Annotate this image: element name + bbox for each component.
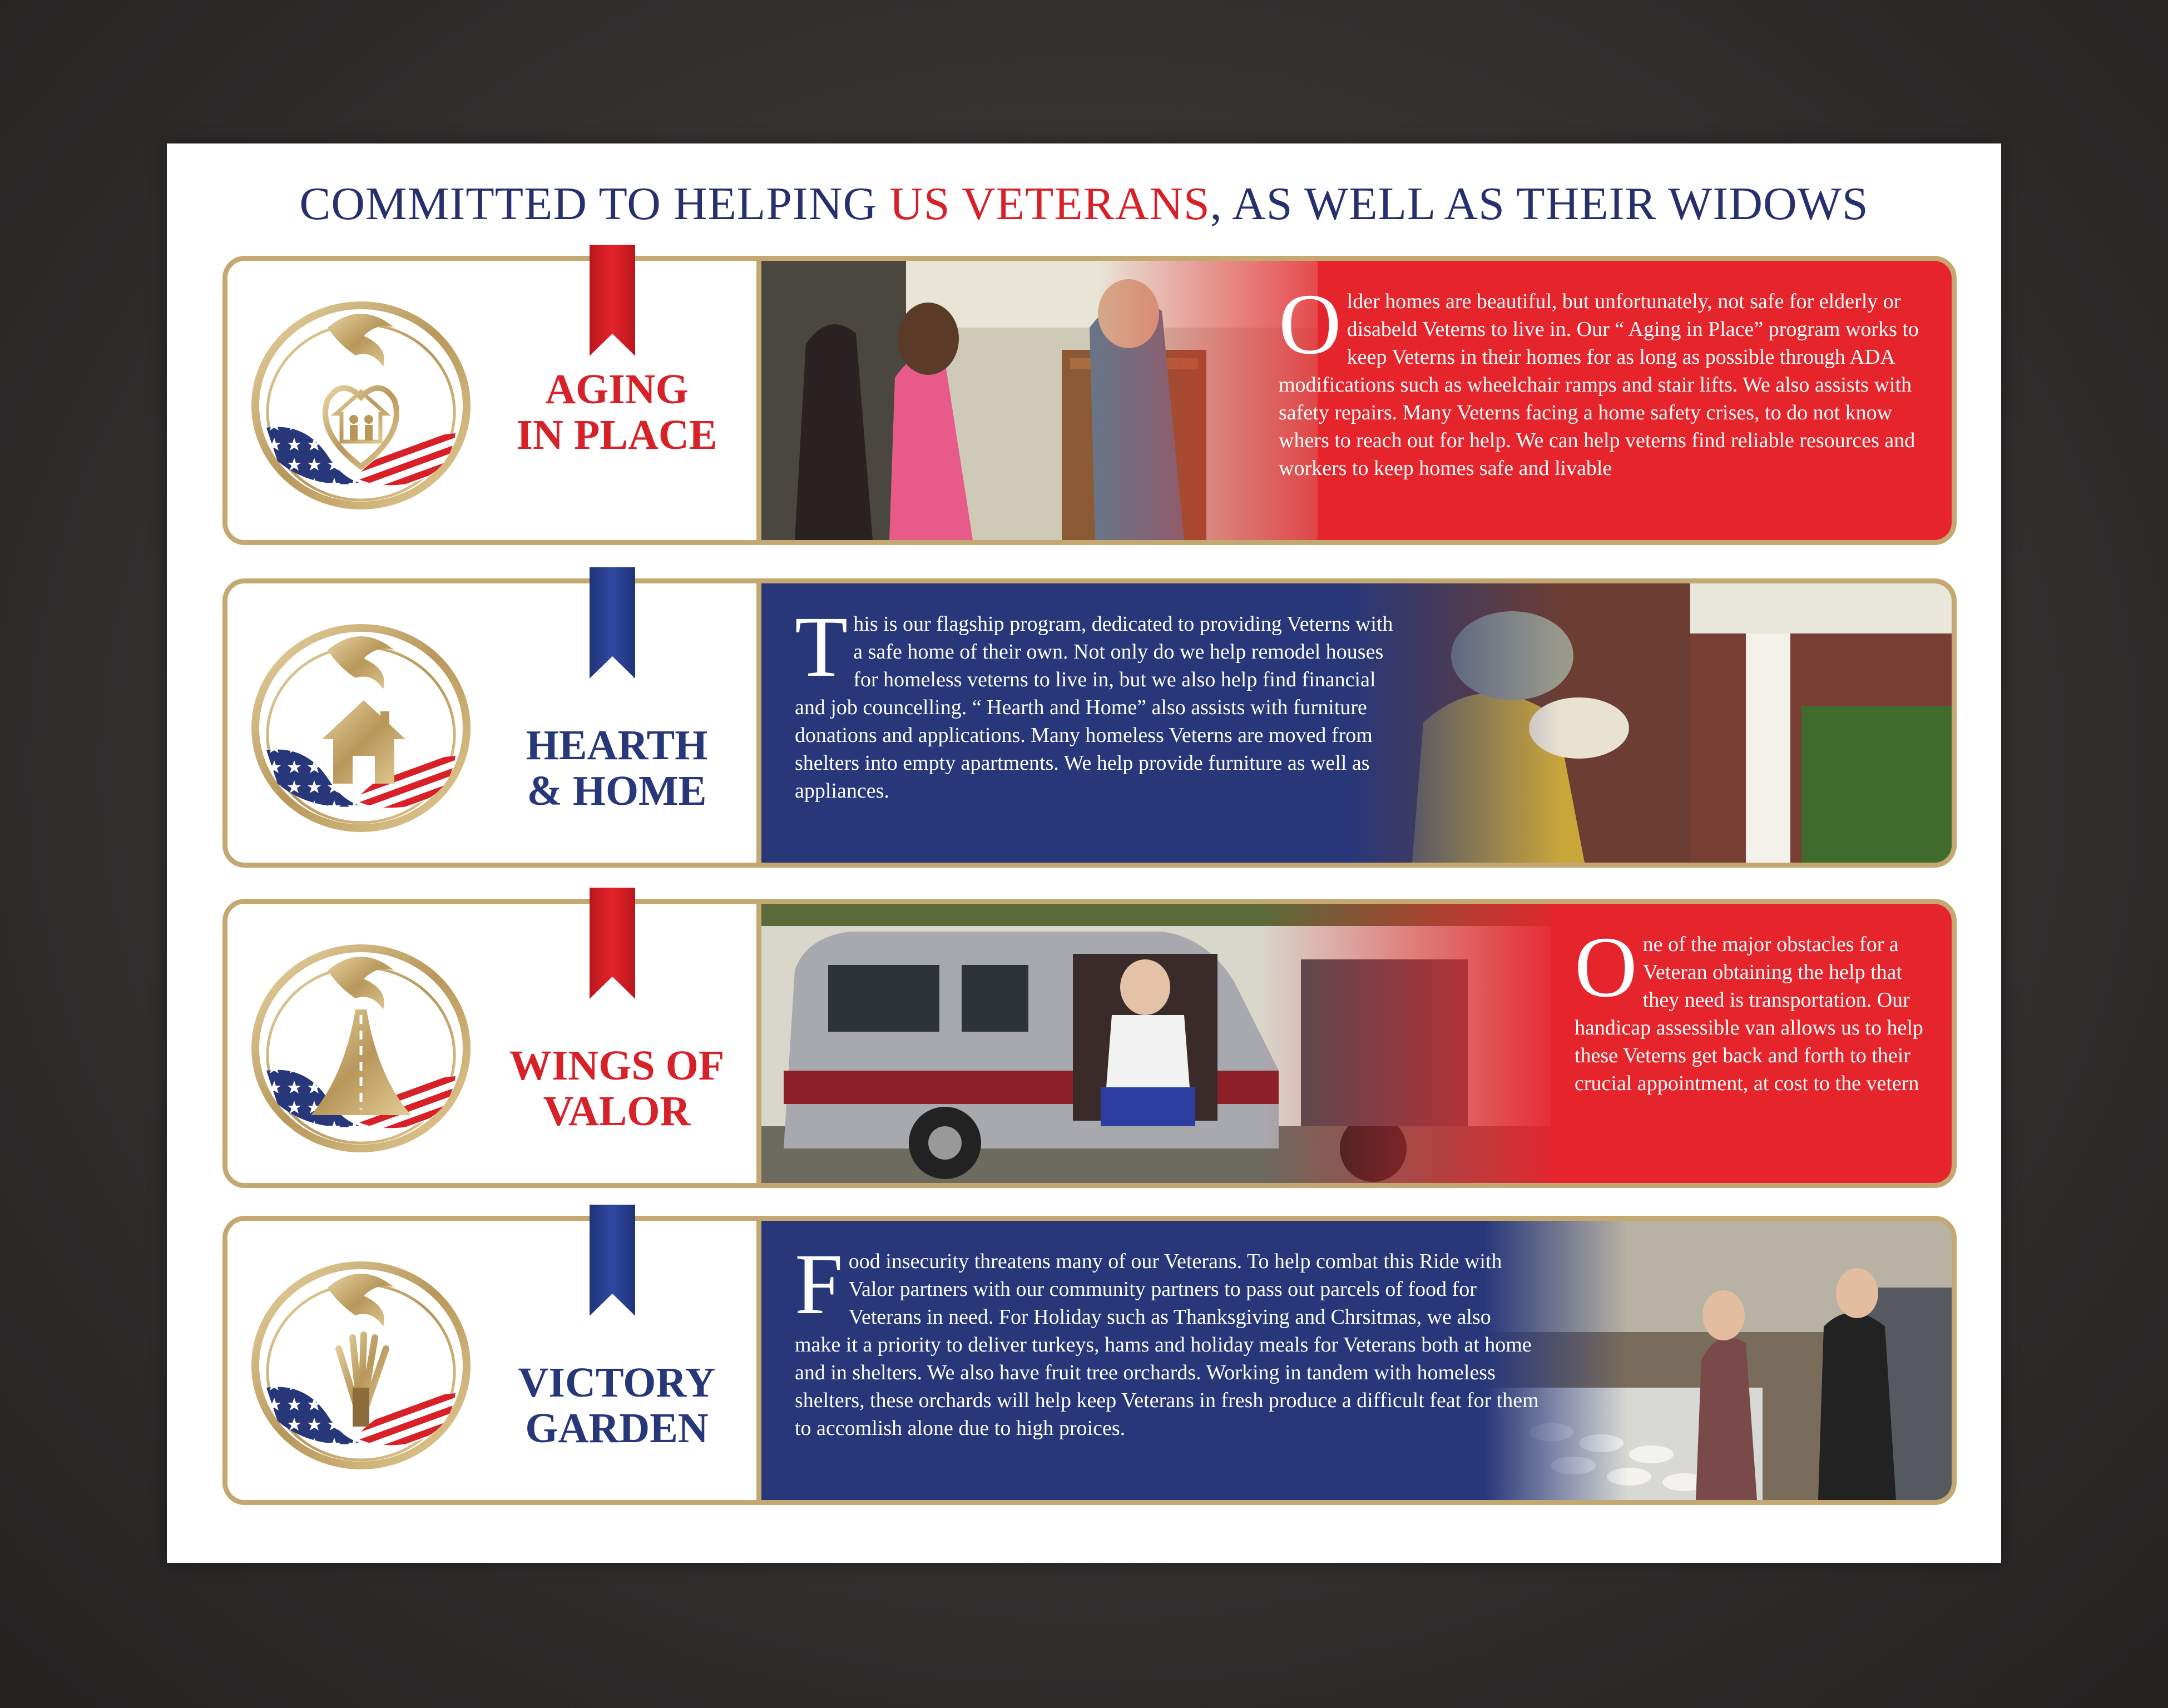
eagle-house-emblem-icon — [244, 617, 478, 839]
program-photo — [761, 904, 1568, 1183]
headline-part1: COMMITTED TO HELPING — [299, 178, 890, 230]
description-body: ood insecurity threatens many of our Veterans. To help combat this Ride with Valor partners with our community partners to pass out parcels of food for Veterans in need. For Holiday such as Thanksgiving and Chrsitmas, we also make it a priority to deliver turkeys, hams and holiday meals for Veterans both at home and in shelters. We also have fruit tree orchards. Working in tandem with homeless shelters, these orchards will help keep Veterans in fresh produce a difficult feat for them to accomlish alone due to high proices. — [795, 1250, 1539, 1440]
program-title — [494, 367, 739, 458]
program-identity — [227, 1221, 761, 1500]
program-identity — [227, 583, 761, 863]
headline-accent: US VETERANS — [889, 178, 1210, 230]
dropcap: O — [1279, 276, 1342, 372]
program-title-line1: VICTORY — [518, 1359, 716, 1406]
program-photo — [1345, 583, 1952, 863]
program-description — [795, 1236, 1540, 1442]
program-title-line1: HEARTH — [526, 722, 708, 769]
program-content — [761, 261, 1952, 540]
program-identity — [227, 904, 761, 1183]
program-title-line2: IN PLACE — [516, 412, 717, 458]
program-content — [761, 1221, 1952, 1500]
program-title-line1: AGING — [545, 366, 689, 413]
program-description — [795, 598, 1395, 805]
dropcap: O — [1575, 919, 1637, 1015]
dropcap: T — [795, 598, 848, 695]
program-title-line1: WINGS OF — [509, 1042, 725, 1089]
description-body: his is our flagship program, dedicated to providing Veterns with a safe home of their own. Not only do we help remodel houses for homeless veterns to live in, but we also help find financial and job councelling. “ Hearth and Home” also assists with furniture donations and applications. Many homeless Veterns are moved from shelters into empty apartments. We help provide furniture as well as appliances. — [795, 612, 1393, 803]
program-title-line2: GARDEN — [525, 1405, 709, 1452]
program-panel-hearth-home — [222, 578, 1957, 868]
program-title-line2: VALOR — [543, 1088, 691, 1135]
program-content — [761, 904, 1952, 1183]
eagle-home-emblem-icon — [244, 294, 478, 517]
program-panel-wings-of-valor — [222, 899, 1957, 1188]
program-description — [1575, 919, 1942, 1097]
program-panel-aging-in-place — [222, 256, 1957, 545]
program-description — [1279, 276, 1924, 482]
program-title — [494, 1043, 739, 1134]
headline-part2: , AS WELL AS THEIR WIDOWS — [1210, 178, 1869, 230]
eagle-road-emblem-icon — [244, 937, 478, 1160]
program-identity — [227, 261, 761, 540]
program-title-line2: & HOME — [527, 768, 707, 814]
program-title — [494, 722, 739, 814]
program-title — [494, 1360, 739, 1451]
dropcap: F — [795, 1236, 843, 1332]
program-content — [761, 583, 1952, 863]
headline — [167, 177, 2001, 231]
flyer-sheet — [167, 143, 2001, 1563]
eagle-wheat-emblem-icon — [244, 1254, 478, 1477]
description-body: ne of the major obstacles for a Veteran obtaining the help that they need is transportation. Our handicap assessible van allows us to help these Veterns get back and forth to their crucial appointment, at cost to the vetern — [1575, 933, 1923, 1095]
program-photo — [1484, 1221, 1952, 1500]
description-body: lder homes are beautiful, but unfortunately, not safe for elderly or disabeld Veterns to live in. Our “ Aging in Place” program works to keep Veterns in their homes for as long as possible through ADA modifications such as wheelchair ramps and stair lifts. We also assists with safety repairs. Many Veterns facing a home safety crises, to do not know whers to reach out for help. We can help veterns find reliable resources and workers to keep homes safe and livable — [1279, 290, 1919, 480]
program-panel-victory-garden — [222, 1216, 1957, 1505]
